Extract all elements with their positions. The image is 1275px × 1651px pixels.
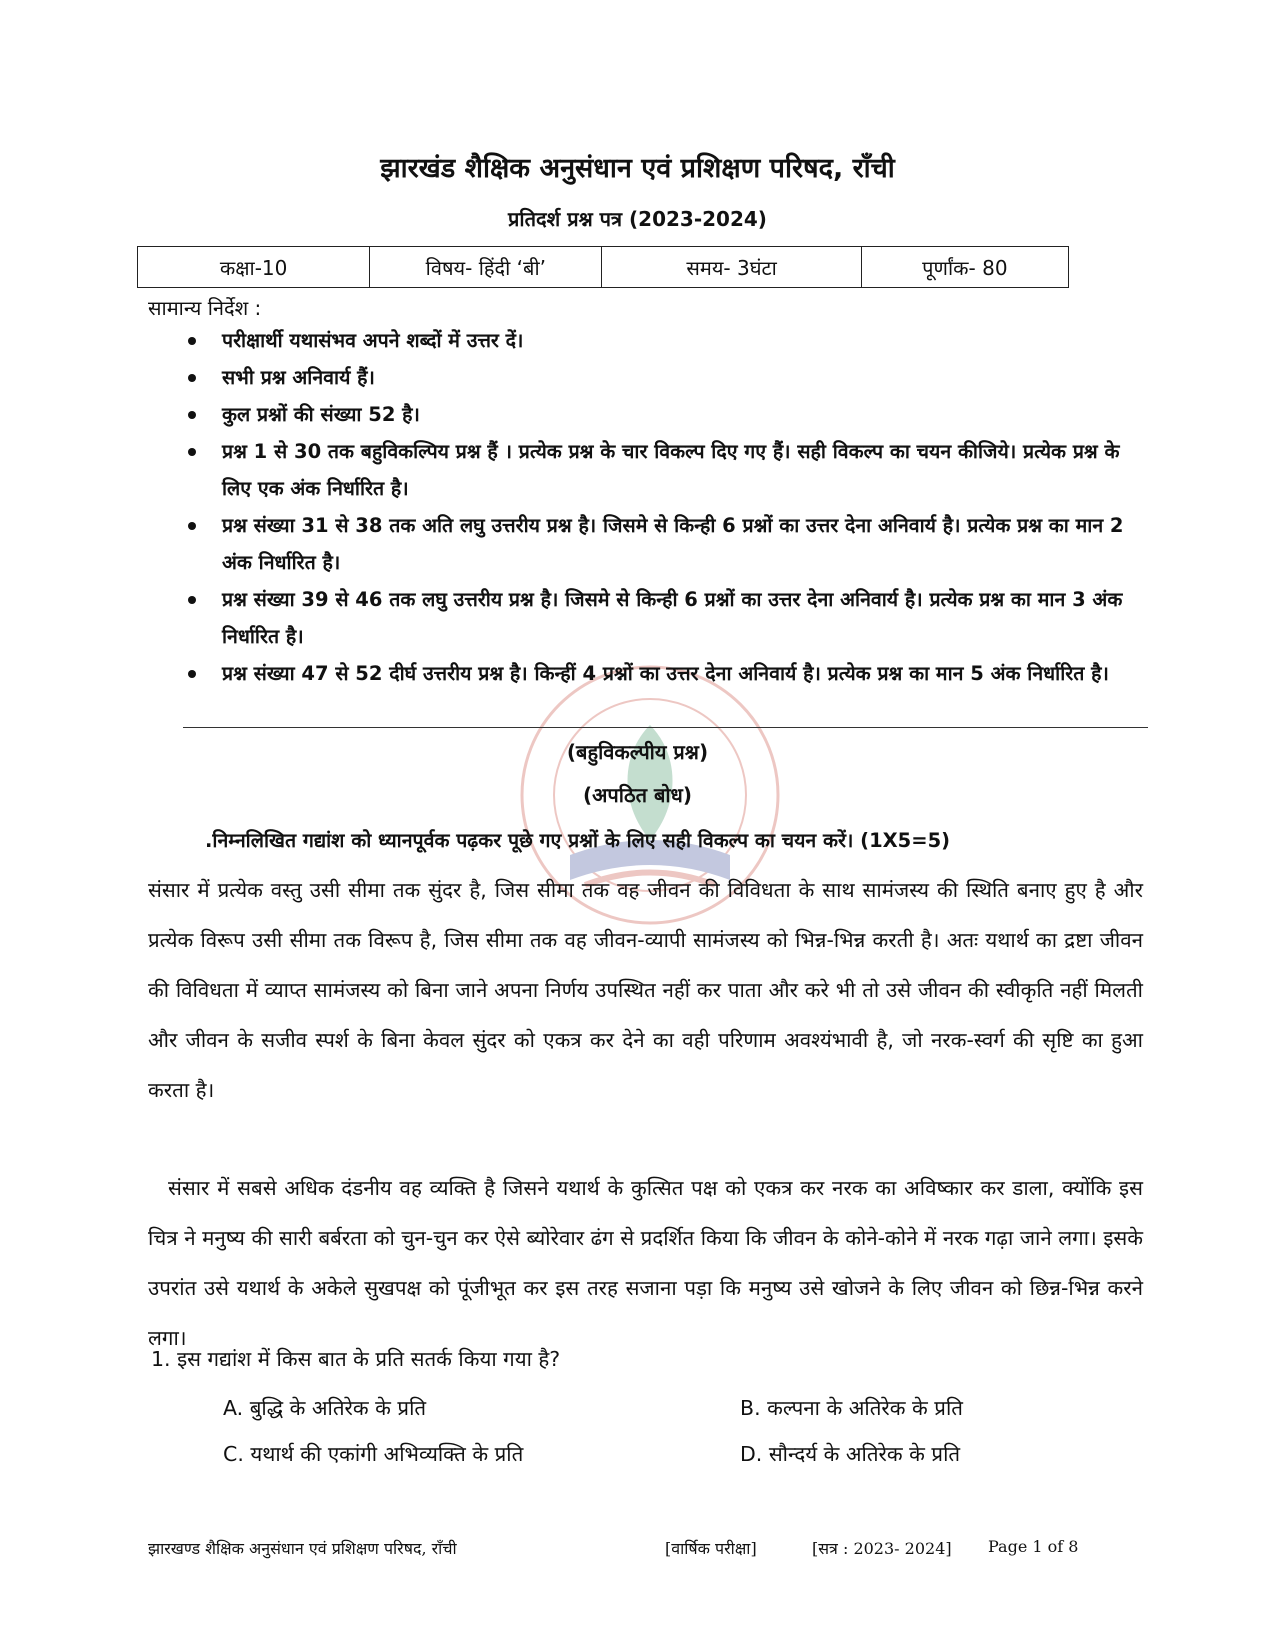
section-heading-unseen: (अपठित बोध) [583,783,692,807]
class-cell: कक्षा-10 [138,247,370,288]
passage-paragraph-1: संसार में प्रत्येक वस्तु उसी सीमा तक सुंदर है, जिस सीमा तक वह जीवन की विविधता के साथ सामंजस्य की स्थिति बनाए हुए है और प्रत्येक विरूप उसी सीमा तक विरूप है, जिस सीमा तक वह जीवन-व्यापी सामंजस्य को भिन्न-भिन्न करती है। अतः यथार्थ का द्रष्टा जीवन की विविधता में व्याप्त सामंजस्य को बिना जाने अपना निर्णय उपस्थित नहीं कर पाता और करे भी तो उसे जीवन की स्वीकृति नहीं मिलती और जीवन के सजीव स्पर्श के बिना केवल सुंदर को एकत्र कर देने का वही परिणाम अवश्यंभावी है, जो नरक-स्वर्ग की सृष्टि का हुआ करता है। [148,878,1143,1102]
bullet-icon [188,448,196,456]
passage-direction: .निम्नलिखित गद्यांश को ध्यानपूर्वक पढ़कर पूछे गए प्रश्नों के लिए सही विकल्प का चयन करें। (1X5=5) [205,829,951,852]
instruction-item [180,655,1140,692]
option-b: B. कल्पना के अतिरेक के प्रति [740,1396,963,1420]
footer-org: झारखण्ड शैक्षिक अनुसंधान एवं प्रशिक्षण परिषद, राँची [148,1539,457,1558]
exam-info-table [137,246,1069,288]
marks-cell: पूर्णांक- 80 [861,247,1068,288]
instruction-item [180,359,1140,396]
footer-exam: [वार्षिक परीक्षा] [665,1539,757,1558]
instruction-item [180,433,1140,507]
option-a: A. बुद्धि के अतिरेक के प्रति [223,1396,427,1420]
council-title: झारखंड शैक्षिक अनुसंधान एवं प्रशिक्षण परिषद, राँची [380,153,895,184]
instruction-text: परीक्षार्थी यथासंभव अपने शब्दों में उत्तर दें। [222,329,524,352]
bullet-icon [188,670,196,678]
time-cell: समय- 3घंटा [602,247,861,288]
bullet-icon [188,522,196,530]
option-d: D. सौन्दर्य के अतिरेक के प्रति [740,1442,961,1466]
instructions-heading: सामान्य निर्देश : [148,296,262,320]
instruction-text: प्रश्न संख्या 31 से 38 तक अति लघु उत्तरीय प्रश्न है। जिसमे से किन्ही 6 प्रश्नों का उत्तर देना अनिवार्य है। प्रत्येक प्रश्न का मान 2 अंक निर्धारित है। [222,514,1124,574]
passage-paragraph-2: संसार में सबसे अधिक दंडनीय वह व्यक्ति है जिसने यथार्थ के कुत्सित पक्ष को एकत्र कर नरक का अविष्कार कर डाला, क्योंकि इस चित्र ने मनुष्य की सारी बर्बरता को चुन-चुन कर ऐसे ब्योरेवार ढंग से प्रदर्शित किया कि जीवन के कोने-कोने में नरक गढ़ा जाने लगा। इसके उपरांत उसे यथार्थ के अकेले सुखपक्ष को पूंजीभूत कर इस तरह सजाना पड़ा कि मनुष्य उसे खोजने के लिए जीवन को छिन्न-भिन्न करने लगा। [148,1176,1143,1350]
instruction-item [180,581,1140,655]
subject-cell: विषय- हिंदी ‘बी’ [370,247,602,288]
instruction-text: सभी प्रश्न अनिवार्य हैं। [222,366,375,389]
option-c: C. यथार्थ की एकांगी अभिव्यक्ति के प्रति [223,1442,524,1466]
footer-page-number: Page 1 of 8 [988,1537,1079,1556]
bullet-icon [188,411,196,419]
instruction-text: प्रश्न 1 से 30 तक बहुविकल्पिय प्रश्न हैं । प्रत्येक प्रश्न के चार विकल्प दिए गए हैं। सही विकल्प का चयन कीजिये। प्रत्येक प्रश्न के लिए एक अंक निर्धारित है। [222,440,1120,500]
bullet-icon [188,374,196,382]
bullet-icon [188,596,196,604]
section-heading-mcq: (बहुविकल्पीय प्रश्न) [566,740,709,764]
instructions-list [180,322,1140,692]
instruction-text: प्रश्न संख्या 47 से 52 दीर्घ उत्तरीय प्रश्न है। किन्हीं 4 प्रश्नों का उत्तर देना अनिवार्य है। प्रत्येक प्रश्न का मान 5 अंक निर्धारित है। [222,662,1109,685]
instruction-item [180,396,1140,433]
instruction-text: कुल प्रश्नों की संख्या 52 है। [222,403,420,426]
footer-session: [सत्र : 2023- 2024] [812,1539,952,1558]
bullet-icon [188,337,196,345]
instruction-item [180,322,1140,359]
question-1: 1. इस गद्यांश में किस बात के प्रति सतर्क किया गया है? [151,1347,561,1371]
paper-subtitle: प्रतिदर्श प्रश्न पत्र (2023-2024) [508,207,767,231]
instruction-item [180,507,1140,581]
section-divider [183,727,1148,728]
instruction-text: प्रश्न संख्या 39 से 46 तक लघु उत्तरीय प्रश्न है। जिसमे से किन्ही 6 प्रश्नों का उत्तर देना अनिवार्य है। प्रत्येक प्रश्न का मान 3 अंक निर्धारित है। [222,588,1123,648]
